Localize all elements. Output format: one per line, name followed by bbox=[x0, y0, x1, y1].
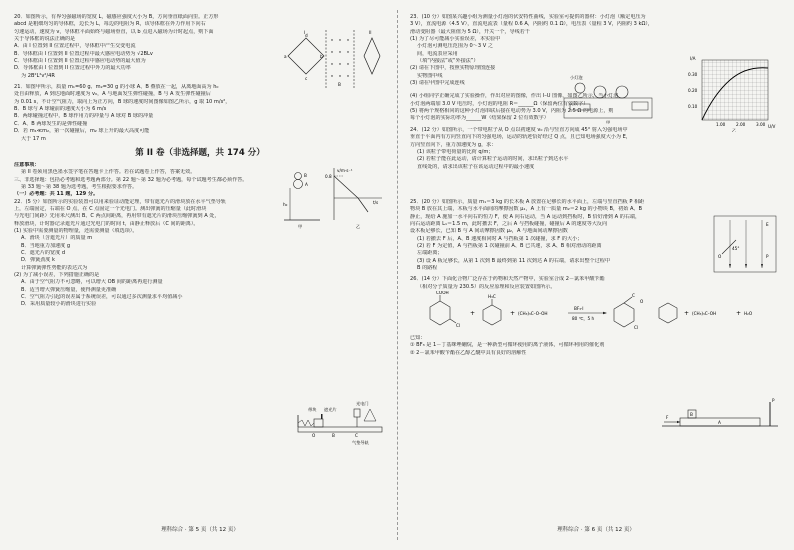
question-24 bbox=[410, 127, 710, 171]
page-divider bbox=[397, 10, 398, 540]
q23-line: （填“内接法”或“外接法”） bbox=[417, 58, 479, 65]
q24-line: 方向竖直向下，重力加速度为 g，求： bbox=[410, 141, 497, 148]
question-21 bbox=[14, 84, 276, 143]
fig-label: 45° bbox=[732, 246, 740, 251]
q20-figure bbox=[282, 28, 382, 90]
q20-option: A．由 I 位置到 II 位置过程中，导体框中产生交变电流 bbox=[14, 43, 136, 50]
fig-label: 小灯泡 bbox=[570, 75, 583, 80]
q20-line: 关于导体框的说法正确的是 bbox=[14, 36, 76, 43]
q23-line: 每个小灯泡的实际功率为______W（结果保留 2 位有效数字） bbox=[410, 115, 549, 122]
fig-label: C bbox=[355, 433, 358, 438]
q25-figure bbox=[660, 392, 780, 432]
fig-label: 2.00 bbox=[736, 122, 746, 127]
q25-line: 向右运动距离 L₁＝1.5 m，此时撤去 F，之后 A 与挡板碰撞，碰撞后 A 的速度等大反向 bbox=[410, 220, 608, 227]
q23-line: 3 V），直流电源（4.5 V），直流电流表（量程 0.6 A，内阻约 0.1 Ω），电压表（量程 3 V，内阻约 3 kΩ）， bbox=[410, 21, 653, 28]
q21-line: 处自由释放，A 到达地面时速度为 v₀，A 与地面发生弹性碰撞，B 与 A 发生弹性碰撞后 bbox=[14, 91, 211, 98]
q25-line: (1) 若撤去 F 后，A、B 速度相同时 A 与挡板第 1 次碰撞，求 F 的大小； bbox=[417, 235, 583, 242]
page-footer-left: 理科综合 · 第 5 页（共 12 页） bbox=[161, 526, 239, 533]
q26-reaction bbox=[410, 291, 782, 335]
q23-line: 滑动变阻器（最大阻值为 5 Ω），开关一个，导线若干 bbox=[410, 28, 530, 35]
q25-line: 设木板足够长，已知 B 与 A 间动摩擦因数 μ₂，A 与地面间动摩擦因数 bbox=[410, 228, 568, 235]
q22-option: A．滑块（含遮光片）的质量 m bbox=[21, 235, 93, 242]
q23-iu-chart bbox=[688, 54, 780, 132]
fig-label: U/V bbox=[768, 124, 776, 129]
q22-option: D．采用质量较小的滑块进行实验 bbox=[21, 301, 97, 308]
reaction-label: H₂O bbox=[744, 311, 753, 316]
q21-line: 21．如图甲所示，质量 m₁=60 g、m₂=30 g 的小球 A、B 叠放在一起，从离地面高为 h₀ bbox=[14, 84, 219, 91]
svg-text:+: + bbox=[684, 310, 690, 317]
fig-label: c bbox=[305, 76, 308, 81]
q22-line: 计算弹簧弹性势能的表达式为 bbox=[21, 264, 88, 271]
fig-label: 3.00 bbox=[756, 122, 766, 127]
q24-line: 垂直于平面内有方向竖直向下的匀强电场，运动的轨迹恰好经过 Q 点，且已知电场强度大小为 E， bbox=[410, 134, 631, 141]
q22-option: C．空气阻力引起的误差属于系统误差，可以通过多次测量求平均值减小 bbox=[21, 294, 183, 301]
fig-label: E bbox=[766, 222, 769, 227]
q22-option: B．当地重力加速度 g bbox=[21, 242, 71, 249]
fig-label: O bbox=[718, 254, 722, 259]
q26-line: ② 2－氯苯甲酸苄酯在乙醇乙醚中具有良好的溶解性 bbox=[410, 349, 527, 356]
fig-label: 0.10 bbox=[688, 104, 698, 109]
q24-line: 直线处的，请求出该粒子在该运动过程中的最小速度 bbox=[417, 163, 535, 170]
fig-label: B bbox=[690, 412, 693, 417]
q24-line: 24．(12 分）如图所示，一个带电粒子从 O 点以初速度 v₀ 沿与竖直方向成 45° 射入匀强电场中 bbox=[410, 126, 628, 133]
reaction-label: BF₃·I bbox=[574, 306, 584, 311]
fig-label: P bbox=[766, 254, 769, 259]
q23-line: (4) 小组同学正确完成了实验操作，作出对应的图像，作出 I–U 图像，如图乙所示，当小灯泡 bbox=[410, 93, 619, 100]
q23-line: 23．(10 分）如图某兴趣小组为测量小灯泡的伏安特性曲线，实验室可提供的器材：小灯泡（额定电压为 bbox=[410, 14, 646, 20]
q22-line: (2) 为了减小误差，下列措施正确的是 bbox=[14, 272, 100, 278]
fig-label: a bbox=[284, 54, 287, 59]
reaction-label: Cl bbox=[634, 325, 639, 330]
right-page bbox=[410, 14, 782, 534]
fig-label: v/m·s⁻¹ bbox=[337, 168, 353, 173]
reaction-label: H₃C bbox=[488, 294, 496, 299]
q21-figure bbox=[280, 164, 384, 230]
fig-label: I/A bbox=[690, 56, 696, 61]
fig-label: O bbox=[312, 433, 316, 438]
q23-line: 间，电流表应采用 bbox=[417, 50, 458, 57]
q22-line: (1) 实验中需要测量的物理量，还需要测量（填选项）。 bbox=[14, 227, 138, 234]
fig-label: I bbox=[304, 30, 306, 35]
q23-line: 小灯泡可测电压范围为 0～3 V 之 bbox=[417, 43, 493, 50]
fig-label: F bbox=[666, 415, 669, 420]
fig-label: 乙 bbox=[732, 128, 737, 132]
notes-line: （一）必考题：共 11 题，129 分。 bbox=[14, 191, 99, 198]
reaction-label: 80 ℃，5 h bbox=[572, 316, 595, 321]
q20-option: 为 2B²L²v²/4R bbox=[21, 72, 55, 79]
fig-label: d bbox=[305, 33, 308, 38]
q21-option: D．若 m₁≪m₂，第一次碰撞后，m₂ 球上升的最大高度可能 bbox=[14, 128, 150, 135]
q23-line: 小灯泡两端加 3.0 V 电压时，小灯泡的电阻 R＝______Ω（保留两位有效数字） bbox=[410, 100, 589, 107]
q21-option: C．A、B 两球发生的是弹性碰撞 bbox=[14, 120, 88, 127]
notes-line: 第 33 题～第 38 题为选考题，考生根据要求作答。 bbox=[21, 183, 138, 190]
q26-line: ① BF₃ 是 1－丁基咪唑硼烷，是一种新型可循环使用的离子液体，可循环利用的催化剂 bbox=[410, 342, 605, 349]
q26-notes bbox=[410, 335, 782, 357]
svg-text:+: + bbox=[510, 310, 516, 317]
fig-label: A bbox=[718, 420, 721, 425]
fig-label: 遮光片 bbox=[324, 407, 337, 412]
fig-label: 0.8 bbox=[325, 174, 332, 179]
fig-label: b bbox=[320, 54, 323, 59]
q25-line: 静止，现给 A 施加一水平向右的恒力 F，使 A 向右运动，当 A 运动到挡板时，B 恰好滑到 A 的右端， bbox=[410, 213, 641, 220]
q21-option: 大于 17 m bbox=[21, 135, 46, 142]
q20-option: C．导体框由 I 位置到 II 位置过程中感应电动势的最大值为 bbox=[14, 58, 146, 65]
reaction-label: (CH₃)₃C–O–OH bbox=[518, 311, 548, 316]
q24-line: (1) 该粒子带电荷量的比荷 q/m； bbox=[417, 148, 494, 155]
fig-label: 1.00 bbox=[716, 122, 726, 127]
fig-label: B bbox=[332, 433, 335, 438]
fig-label: 带块 bbox=[308, 407, 317, 412]
q20-line: abcd 是粗细均匀的导体框，边长为 L，每边的电阻为 R，该导体框在外力作用下向右 bbox=[14, 21, 206, 28]
q24-figure bbox=[710, 214, 780, 274]
notes-line: 第 II 卷须用黑色墨水签字笔在答题卡上作答。若在试题卷上作答，答案无效。 bbox=[21, 169, 196, 176]
q21-line: 为 0.01 s，不计空气阻力，取向上为正方向，B 球的速度时间图像如图乙所示，g 取 10 m/s²， bbox=[14, 98, 231, 105]
q23-line: (5) 将两个规格相同的这种小灯泡串联后接在电动势为 3.0 V，内阻为 2.5 Ω 的电源上，则 bbox=[410, 108, 614, 115]
svg-text:+: + bbox=[736, 310, 742, 317]
question-26 bbox=[410, 276, 782, 291]
question-20 bbox=[14, 14, 269, 80]
fig-label: P bbox=[772, 398, 775, 403]
q22-option: D．弹簧劲度 k bbox=[21, 257, 55, 264]
q25-line: 25．(20 分）如图所示，质量 m₁＝3 kg 的长木板 A 放置在足够长的水平面上，左端与竖直挡板 P 相距 bbox=[410, 198, 645, 205]
fig-label: 乙 bbox=[356, 224, 361, 229]
q20-line: 匀速运动，速度为 v，导体框平面始终与磁场垂直，以 b 点进入磁场为计时起点，则下面 bbox=[14, 28, 214, 35]
reaction-label: O bbox=[640, 299, 644, 304]
fig-label: 甲 bbox=[298, 224, 303, 229]
q25-line: (2) 若 F 为定值，A 与挡板第 1 次碰撞前 A、B 已共速，求 A、B 相对滑动的距离 bbox=[417, 242, 602, 249]
fig-label: 光电门 bbox=[356, 401, 369, 406]
q25-line: (3) 设 A 板足够长，从第 1 次到 B 最终到第 11 次到达 A 的右端，请求出整个过程中 bbox=[417, 257, 610, 264]
q22-figure bbox=[294, 397, 386, 447]
q23-line: (3) 请在甲图中完成连线 bbox=[410, 80, 465, 87]
q22-option: C．遮光片的宽度 d bbox=[21, 249, 66, 256]
notes-line: 三、非选择题：包括必考题和选考题两部分。第 22 题～第 32 题为必考题，每个试题考生都必须作答。 bbox=[14, 176, 248, 183]
fig-label: 气垫导轨 bbox=[352, 440, 369, 445]
q22-line: 与光电门间距）先用米尺测出 B、C 两点间距离，再用带有遮光片的滑块压缩弹簧到 A 处， bbox=[14, 213, 220, 220]
q26-line: 26．(14 分）下面化合物广泛存在于药物和天然产物中，实验室合成 2－氯苯甲酸苄酯 bbox=[410, 276, 605, 283]
q20-line: 20．如图所示，有界匀强磁场的宽度 L，磁感应强度大小为 B，方向垂直纸面向里。正方形 bbox=[14, 14, 219, 20]
fig-label: II bbox=[369, 30, 372, 35]
q22-line: 释放滑块，计时器记录遮光片通过光电门的时间 t，由静止释放后（C 间的距离）。 bbox=[14, 220, 199, 227]
part-2-title: 第 II 卷（非选择题，共 174 分） bbox=[135, 147, 265, 158]
fig-label: 0.20 bbox=[688, 88, 698, 93]
fig-label: B bbox=[304, 173, 307, 178]
q22-option: A．由于空气阻力不可忽略，可以增大 OB 间的距离再进行测量 bbox=[21, 279, 163, 286]
q21-option: B．B 球与 A 球碰前的速度大小为 6 m/s bbox=[14, 106, 107, 113]
reaction-label: COOH bbox=[436, 291, 449, 295]
reaction-label: Cl bbox=[456, 323, 461, 328]
svg-text:+: + bbox=[470, 310, 476, 317]
q26-line: 已知： bbox=[410, 335, 426, 341]
fig-label: h₀ bbox=[283, 202, 288, 207]
fig-label: 0.30 bbox=[688, 72, 698, 77]
fig-label: B bbox=[338, 82, 341, 87]
q20-option: B．导体框由 I 位置到 II 位置过程中最大感应电动势为 √2BLv bbox=[14, 50, 153, 57]
reaction-label: (CH₃)₃C–OH bbox=[692, 311, 717, 316]
q25-line: 左端距离； bbox=[417, 250, 443, 257]
q22-line: 上，左端固定，右端在 O 点，在 C 点固定一个光电门。测出弹簧的压缩量（此时滑块 bbox=[14, 205, 207, 212]
q25-line: 物块 B 放在其上端，木板与水平面间的摩擦因数 μ₁，A 上有一质量 m₂＝2 kg 的小物块 B，初始 A、B bbox=[410, 206, 643, 213]
q25-line: B 的路程 bbox=[417, 264, 438, 271]
q26-line: （相对分子质量为 230.5）的反应原理和反应装置如图所示。 bbox=[417, 283, 556, 290]
q24-line: (2) 若粒子能在此运动，请计算粒子运动的时间，求出粒子到达水平 bbox=[417, 156, 569, 163]
page-footer-right: 理科综合 · 第 6 页（共 12 页） bbox=[557, 526, 635, 533]
q22-line: 22．(5 分）如图所示的实验装置可以用来验证动能定理，带有遮光片的滑块放在水平气垫导轨 bbox=[14, 198, 226, 205]
q21-option: B．两球碰撞过程中，B 球作用力的冲量与 A 球对 B 球的冲量 bbox=[14, 113, 154, 120]
q23-line: (2) 请在下图中，按照实物原理图连接 bbox=[410, 65, 496, 72]
q23-circuit-figure bbox=[560, 70, 656, 124]
fig-label: A bbox=[305, 182, 308, 187]
q23-line: (1) 为了尽可能减小实验误差，本实验中 bbox=[410, 36, 501, 43]
q20-option: D．导体框由 I 位置到 II 位置过程中外力的最大功率 bbox=[14, 65, 131, 72]
reaction-label: C bbox=[632, 293, 635, 298]
left-page bbox=[14, 14, 386, 534]
notes-heading: 注意事项： bbox=[14, 161, 40, 168]
fig-label: 甲 bbox=[606, 120, 611, 124]
fig-label: t/s bbox=[373, 200, 379, 205]
q23-line: 实物图中线 bbox=[417, 72, 443, 79]
q22-option: B．适当增大弹簧压缩量，使得测量更准确 bbox=[21, 286, 117, 293]
